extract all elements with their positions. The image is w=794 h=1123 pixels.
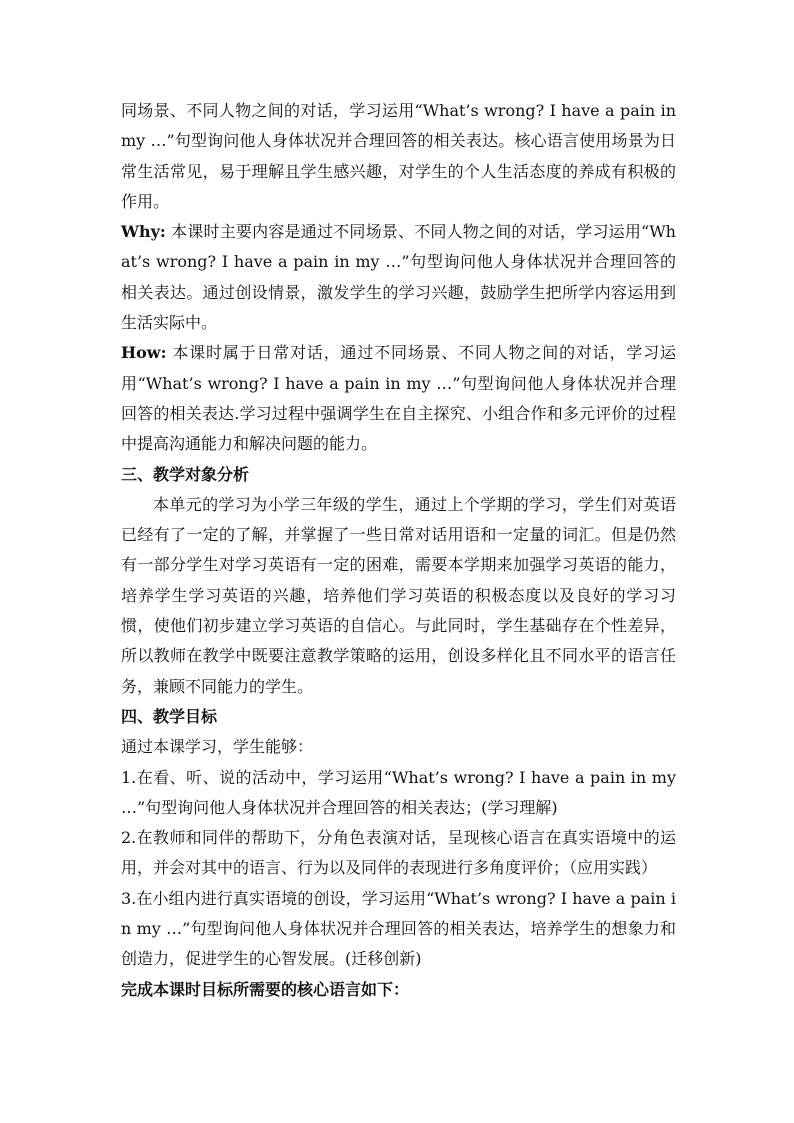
how-paragraph <box>121 338 676 459</box>
how-label: How: <box>121 343 167 363</box>
section3-paragraph: 本单元的学习为小学三年级的学生，通过上个学期的学习，学生们对英语已经有了一定的了解，并掌握了一些日常对话用语和一定量的词汇。但是仍然有一部分学生对学习英语有一定的困难，需要本学期来加强学习英语的能力，培养学生学习英语的兴趣，培养他们学习英语的积极态度以及良好的学习习惯，使他们初步建立学习英语的自信心。与此同时，学生基础存在个性差异，所以教师在教学中既要注意教学策略的运用，创设多样化且不同水平的语言任务，兼顾不同能力的学生。 <box>121 494 676 696</box>
section4-lead: 通过本课学习，学生能够： <box>121 737 314 757</box>
how-text: 本课时属于日常对话，通过不同场景、不同人物之间的对话，学习运用“What’s wrong? I have a pain in my …”句型询问他人身体状况并合理回答的相关表达.学习过程中强调学生在自主探究、小组合作和多元评价的过程中提高沟通能力和解决问题的能力。 <box>121 343 676 454</box>
goal-item-1: 1.在看、听、说的活动中，学习运用“What’s wrong? I have a pain in my …”句型询问他人身体状况并合理回答的相关表达；(学习理解) <box>121 767 676 817</box>
section3-heading: 三、教学对象分析 <box>121 464 250 484</box>
document-body <box>121 96 676 1005</box>
why-paragraph <box>121 217 676 338</box>
why-text: 本课时主要内容是通过不同场景、不同人物之间的对话，学习运用“What’s wrong? I have a pain in my …”句型询问他人身体状况并合理回答的相关表达。通过创设情景，激发学生的学习兴趣，鼓励学生把所学内容运用到生活实际中。 <box>121 222 676 333</box>
goal-item-2: 2.在教师和同伴的帮助下，分角色表演对话，呈现核心语言在真实语境中的运用，并会对其中的语言、行为以及同伴的表现进行多角度评价；（应用实践） <box>121 828 676 878</box>
why-label: Why: <box>121 222 166 242</box>
section4-heading: 四、教学目标 <box>121 706 218 726</box>
intro-paragraph: 同场景、不同人物之间的对话，学习运用“What’s wrong? I have a pain in my …”句型询问他人身体状况并合理回答的相关表达。核心语言使用场景为日常生活常见，易于理解且学生感兴趣，对学生的个人生活态度的养成有积极的作用。 <box>121 101 676 211</box>
goal-item-3: 3.在小组内进行真实语境的创设，学习运用“What’s wrong? I have a pain in my …”句型询问他人身体状况并合理回答的相关表达，培养学生的想象力和创造力，促进学生的心智发展。(迁移创新) <box>121 888 676 969</box>
core-language-heading: 完成本课时目标所需要的核心语言如下： <box>121 979 410 999</box>
